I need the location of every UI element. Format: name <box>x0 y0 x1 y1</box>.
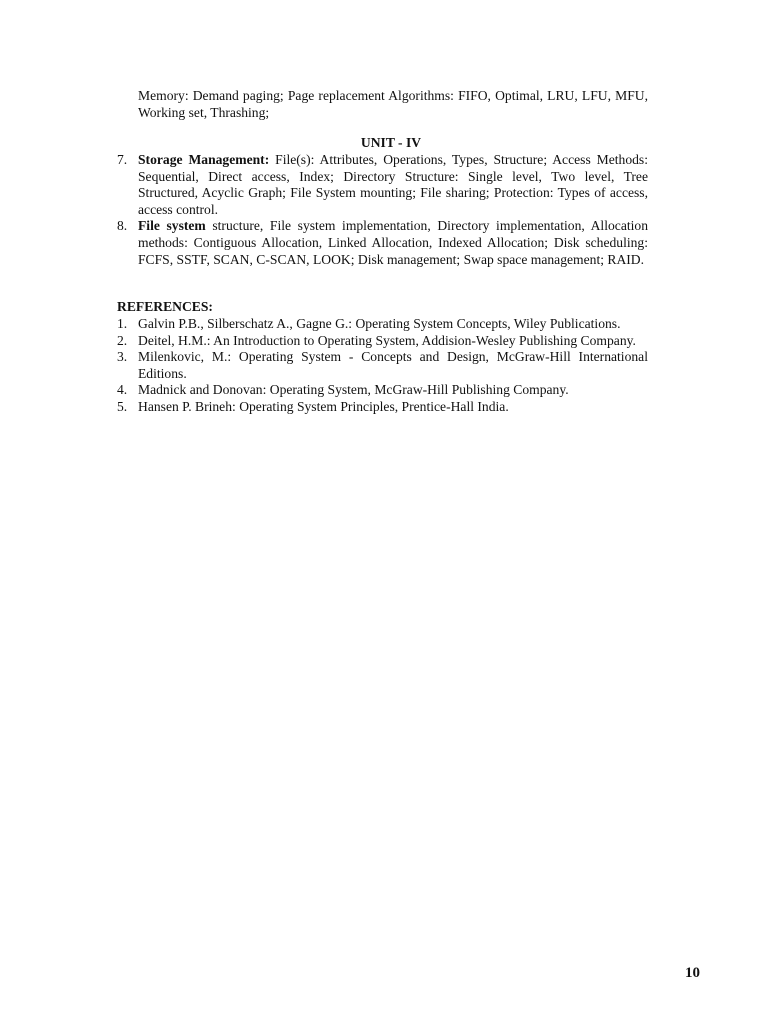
reference-number: 3. <box>117 349 128 365</box>
topic-number: 8. <box>117 218 128 234</box>
reference-number: 2. <box>117 332 128 348</box>
topic-text: File(s): Attributes, Operations, Types, Structure; Access Methods: Sequential, Direct access, Index; Directory Structure: Single level, Two level, Tree Structured, Acyclic Graph; File System mounting; File sharing; Protection: Types of access, access control. <box>138 152 648 217</box>
unit-topic-list <box>117 152 648 268</box>
reference-number: 5. <box>117 398 128 414</box>
reference-item-3 <box>117 349 648 382</box>
topic-title: Storage Management: <box>138 152 270 167</box>
reference-text: Milenkovic, M.: Operating System - Concepts and Design, McGraw-Hill International Editions. <box>138 349 648 381</box>
reference-text: Madnick and Donovan: Operating System, McGraw-Hill Publishing Company. <box>138 382 569 398</box>
unit-heading: UNIT - IV <box>360 135 422 150</box>
reference-text: Deitel, H.M.: An Introduction to Operating System, Addision-Wesley Publishing Company. <box>138 332 636 348</box>
topic-text: structure, File system implementation, Directory implementation, Allocation methods: Contiguous Allocation, Linked Allocation, Indexed Allocation; Disk scheduling: FCFS, SSTF, SCAN, C-SCAN, LOOK; Disk management; Swap space management; RAID. <box>138 218 648 267</box>
topic-number: 7. <box>117 152 128 167</box>
page-number: 10 <box>685 965 700 981</box>
reference-item-1 <box>117 316 648 333</box>
reference-text: Hansen P. Brineh: Operating System Principles, Prentice-Hall India. <box>138 398 509 414</box>
reference-number: 1. <box>117 316 128 331</box>
topic-item-7 <box>117 152 648 218</box>
reference-number: 4. <box>117 382 128 398</box>
intro-paragraph: Memory: Demand paging; Page replacement Algorithms: FIFO, Optimal, LRU, LFU, MFU, Working set, Thrashing; <box>138 88 648 120</box>
topic-item-8 <box>117 218 648 268</box>
reference-text: Galvin P.B., Silberschatz A., Gagne G.: Operating System Concepts, Wiley Publications. <box>138 316 621 331</box>
reference-item-5 <box>117 399 648 416</box>
references-heading: REFERENCES: <box>117 299 213 314</box>
references-list <box>117 316 648 416</box>
reference-item-2 <box>117 333 648 350</box>
reference-item-4 <box>117 382 648 399</box>
topic-title: File system <box>138 218 206 234</box>
